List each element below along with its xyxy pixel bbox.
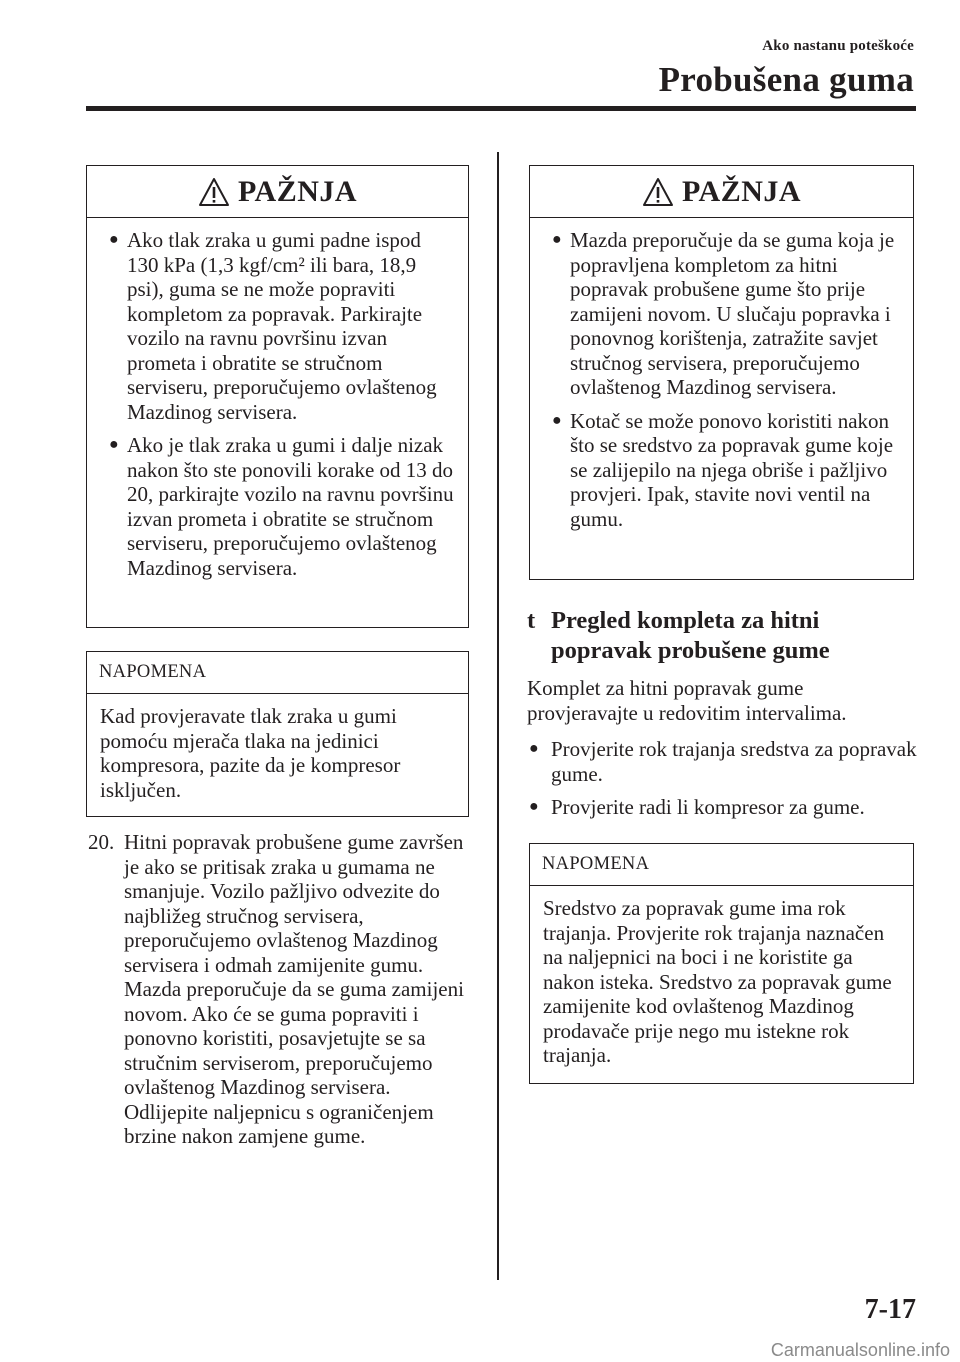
section-heading <box>527 606 917 666</box>
note-box-right <box>529 843 914 1084</box>
warning-title: PAŽNJA <box>681 174 802 208</box>
note-text: Kad provjeravate tlak zraka u gumi pomoću mjerača tlaka na jedinici kompresora, pazite da je kompresor isključen. <box>100 704 401 802</box>
bullet-icon: ● <box>552 231 562 248</box>
section-marker-icon: t <box>527 607 536 634</box>
list-item <box>527 795 917 820</box>
warning-header <box>87 166 468 218</box>
note-text: Sredstvo za popravak gume ima rok trajanja. Provjerite rok trajanja naznačen na naljepnici na boci i ne koristite ga nakon isteka. Sredstvo za popravak gume zamijenite kod ovlaštenog Mazdinog prodavače prije nego mu istekne rok trajanja. <box>543 896 892 1067</box>
watermark: Carmanualsonline.info <box>770 1340 950 1360</box>
bullet-icon: ● <box>109 231 119 248</box>
bullet-icon: ● <box>109 436 119 453</box>
page-title: Probušena guma <box>658 60 914 99</box>
step-text: Hitni popravak probušene gume završen je ako se pritisak zraka u gumama ne smanjuje. Vozilo pažljivo odvezite do najbližeg stručnog servisera, preporučujemo ovlaštenog Mazdinog servisera i odmah zamijenite gumu. Mazda preporučuje da se guma zamijeni novom. Ako će se guma popraviti i ponovno koristiti, posavjetujte se sa stručnim serviserom, preporučujemo ovlaštenog Mazdinog servisera. Odlijepite naljepnicu s ograničenjem brzine nakon zamjene gume. <box>124 830 464 1148</box>
bullet-icon: ● <box>529 740 539 757</box>
note-header <box>87 652 468 694</box>
header-section-label: Ako nastanu poteškoće <box>762 38 914 54</box>
warning-item-text: Ako je tlak zraka u gumi i dalje nizak nakon što ste ponovili korake od 13 do 20, parkirajte vozilo na ravnu površinu izvan prometa i obratite se stručnom serviseru, preporučujemo ovlaštenog Mazdinog servisera. <box>127 433 454 580</box>
step-number: 20. <box>88 830 115 854</box>
list-item-text: Provjerite rok trajanja sredstva za popravak gume. <box>551 737 917 786</box>
warning-item-text: Mazda preporučuje da se guma koja je popravljena kompletom za hitni popravak probušene gume što prije zamijeni novom. U slučaju popravka i ponovnog korištenja, zatražite savjet stručnog servisera, preporučujemo ovlaštenog Mazdinog servisera. <box>570 228 895 399</box>
warning-triangle-icon <box>642 177 674 207</box>
bullet-icon: ● <box>552 411 562 429</box>
list-item <box>544 228 899 400</box>
note-box-left <box>86 651 469 817</box>
warning-box-left <box>86 165 469 628</box>
warning-header <box>530 166 913 218</box>
check-list <box>527 737 917 820</box>
warning-item-text: Kotač se može ponovo koristiti nakon što se sredstvo za popravak gume koje se zalijepilo na njega obriše i pažljivo provjeri. Ipak, stavite novi ventil na gumu. <box>570 408 894 531</box>
step-20 <box>88 830 468 1149</box>
list-item-text: Provjerite radi li kompresor za gume. <box>551 795 865 819</box>
note-header <box>530 844 913 886</box>
list-item <box>101 433 454 580</box>
warning-title: PAŽNJA <box>237 174 358 208</box>
list-item <box>544 409 899 532</box>
header-rule <box>86 106 916 111</box>
bullet-icon: ● <box>529 798 539 815</box>
section-heading-text: Pregled kompleta za hitni popravak probušene gume <box>551 607 830 664</box>
column-divider <box>497 152 499 1280</box>
list-item <box>101 228 454 424</box>
warning-triangle-icon <box>198 177 230 207</box>
list-item <box>527 737 917 786</box>
page-number: 7-17 <box>864 1294 916 1325</box>
section-intro: Komplet za hitni popravak gume provjeravajte u redovitim intervalima. <box>527 676 847 725</box>
warning-box-right <box>529 165 914 580</box>
note-title: NAPOMENA <box>99 662 207 682</box>
note-title: NAPOMENA <box>542 854 650 874</box>
warning-item-text: Ako tlak zraka u gumi padne ispod 130 kPa (1,3 kgf/cm² ili bara, 18,9 psi), guma se ne može popraviti kompletom za popravak. Parkirajte vozilo na ravnu površinu izvan prometa i obratite se stručnom serviseru, preporučujemo ovlaštenog Mazdinog servisera. <box>127 228 437 424</box>
